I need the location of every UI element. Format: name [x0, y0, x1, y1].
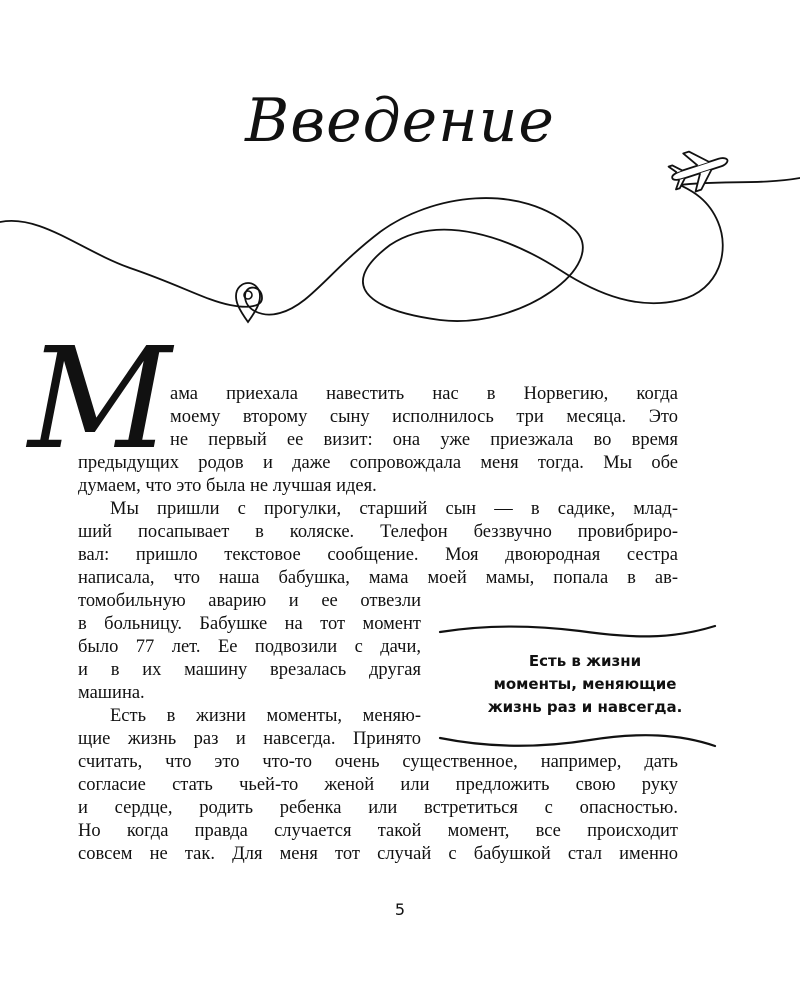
body-line: не первый ее визит: она уже приезжала во время: [170, 430, 678, 450]
body-line: и сердце, родить ребенка или встретиться с опасностью.: [78, 798, 678, 818]
body-line: Но когда правда случается такой момент, все происходит: [78, 821, 678, 841]
body-line: написала, что наша бабушка, мама моей мамы, попала в ав-: [78, 568, 678, 588]
body-line: думаем, что это была не лучшая идея.: [78, 476, 377, 496]
body-line: щие жизнь раз и навсегда. Принято: [78, 729, 421, 749]
body-line: совсем не так. Для меня тот случай с бабушкой стал именно: [78, 844, 678, 864]
body-line: ший посапывает в коляске. Телефон беззвучно провибриро-: [78, 522, 678, 542]
body-line: ама приехала навестить нас в Норвегию, когда: [170, 384, 678, 404]
body-line: моему второму сыну исполнилось три месяца. Это: [170, 407, 678, 427]
pull-quote-line: жизнь раз и навсегда.: [487, 698, 683, 716]
flight-path-line: [0, 178, 800, 321]
drop-cap: М: [28, 318, 172, 481]
pull-quote-line: моменты, меняющие: [493, 675, 677, 693]
body-line: и в их машину врезалась другая: [78, 660, 421, 680]
page-title: Введение: [245, 86, 555, 156]
pull-quote-bottom-rule: [440, 735, 715, 746]
body-line: машина.: [78, 683, 145, 703]
body-line: Мы пришли с прогулки, старший сын — в садике, млад-: [110, 499, 678, 519]
page-number: 5: [394, 900, 406, 919]
body-line: считать, что это что-то очень существенное, например, дать: [78, 752, 678, 772]
body-line: томобильную аварию и ее отвезли: [78, 591, 421, 611]
airplane-icon: [666, 141, 734, 197]
body-line: согласие стать чьей-то женой или предложить свою руку: [78, 775, 678, 795]
body-line: Есть в жизни моменты, меняю-: [110, 706, 421, 726]
body-line: предыдущих родов и даже сопровождала меня тогда. Мы обе: [78, 453, 678, 473]
body-line: в больницу. Бабушке на тот момент: [78, 614, 421, 634]
pull-quote-top-rule: [440, 626, 715, 636]
pull-quote-line: Есть в жизни: [528, 652, 642, 670]
body-line: было 77 лет. Ее подвозили с дачи,: [78, 637, 421, 657]
body-line: вал: пришло текстовое сообщение. Моя двоюродная сестра: [78, 545, 678, 565]
pull-quote: [440, 650, 730, 719]
